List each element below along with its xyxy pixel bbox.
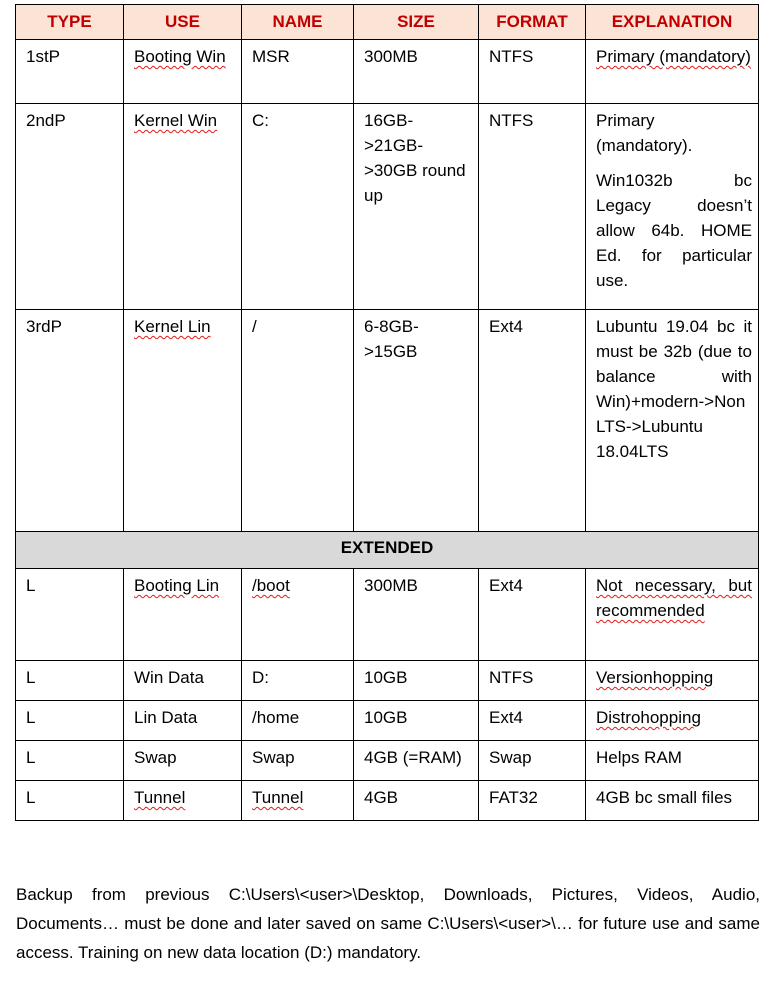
table-row: [16, 661, 759, 701]
cell-type: L: [16, 741, 124, 781]
cell-size: 10GB: [354, 701, 479, 741]
cell-use: Tunnel: [124, 781, 242, 821]
cell-explanation: Helps RAM: [586, 741, 759, 781]
partition-table: [15, 4, 759, 821]
cell-format: Ext4: [479, 310, 586, 532]
cell-type: 2ndP: [16, 104, 124, 310]
cell-format: NTFS: [479, 661, 586, 701]
cell-name: MSR: [242, 40, 354, 104]
cell-name: /boot: [242, 569, 354, 661]
cell-type: L: [16, 661, 124, 701]
cell-size: 16GB->21GB->30GB round up: [354, 104, 479, 310]
cell-explanation: Not necessary, but recommended: [586, 569, 759, 661]
cell-explanation: 4GB bc small files: [586, 781, 759, 821]
header-explanation: EXPLANATION: [586, 5, 759, 40]
extended-label: EXTENDED: [16, 532, 759, 569]
cell-size: 300MB: [354, 40, 479, 104]
header-type: TYPE: [16, 5, 124, 40]
cell-use: Booting Win: [124, 40, 242, 104]
cell-name: /home: [242, 701, 354, 741]
cell-size: 4GB (=RAM): [354, 741, 479, 781]
header-name: NAME: [242, 5, 354, 40]
cell-type: L: [16, 701, 124, 741]
explanation-line: Win1032b bc Legacy doesn’t allow 64b. HOME Ed. for particular use.: [596, 171, 752, 290]
cell-use: Lin Data: [124, 701, 242, 741]
header-row: [16, 5, 759, 40]
table-row: [16, 40, 759, 104]
cell-use: Win Data: [124, 661, 242, 701]
cell-name: Swap: [242, 741, 354, 781]
cell-name: /: [242, 310, 354, 532]
cell-name: C:: [242, 104, 354, 310]
backup-note: Backup from previous C:\Users\<user>\Desktop, Downloads, Pictures, Videos, Audio, Documents… must be done and later saved on same C:\Users\<user>\… for future use and same access. Training on new data location (D:) mandatory.: [16, 885, 760, 962]
cell-use: Booting Lin: [124, 569, 242, 661]
cell-type: L: [16, 781, 124, 821]
cell-explanation: Lubuntu 19.04 bc it must be 32b (due to balance with Win)+modern->Non LTS->Lubuntu 18.04LTS: [586, 310, 759, 532]
cell-use: Kernel Lin: [124, 310, 242, 532]
cell-size: 300MB: [354, 569, 479, 661]
cell-format: NTFS: [479, 40, 586, 104]
cell-size: 6-8GB->15GB: [354, 310, 479, 532]
table-row: [16, 104, 759, 310]
cell-type: 1stP: [16, 40, 124, 104]
table-row: [16, 781, 759, 821]
cell-size: 4GB: [354, 781, 479, 821]
table-row: [16, 701, 759, 741]
cell-format: FAT32: [479, 781, 586, 821]
header-use: USE: [124, 5, 242, 40]
cell-format: Swap: [479, 741, 586, 781]
header-format: FORMAT: [479, 5, 586, 40]
cell-format: Ext4: [479, 701, 586, 741]
table-row: [16, 569, 759, 661]
cell-name: D:: [242, 661, 354, 701]
cell-type: L: [16, 569, 124, 661]
cell-name: Tunnel: [242, 781, 354, 821]
cell-explanation: Distrohopping: [586, 701, 759, 741]
cell-size: 10GB: [354, 661, 479, 701]
cell-use: Swap: [124, 741, 242, 781]
cell-explanation: [586, 104, 759, 310]
table-row: [16, 310, 759, 532]
extended-section-row: [16, 532, 759, 569]
table-row: [16, 741, 759, 781]
cell-explanation: Versionhopping: [586, 661, 759, 701]
cell-format: NTFS: [479, 104, 586, 310]
cell-explanation: Primary (mandatory): [586, 40, 759, 104]
cell-use: Kernel Win: [124, 104, 242, 310]
header-size: SIZE: [354, 5, 479, 40]
explanation-line: Primary (mandatory).: [596, 111, 693, 155]
cell-format: Ext4: [479, 569, 586, 661]
cell-type: 3rdP: [16, 310, 124, 532]
